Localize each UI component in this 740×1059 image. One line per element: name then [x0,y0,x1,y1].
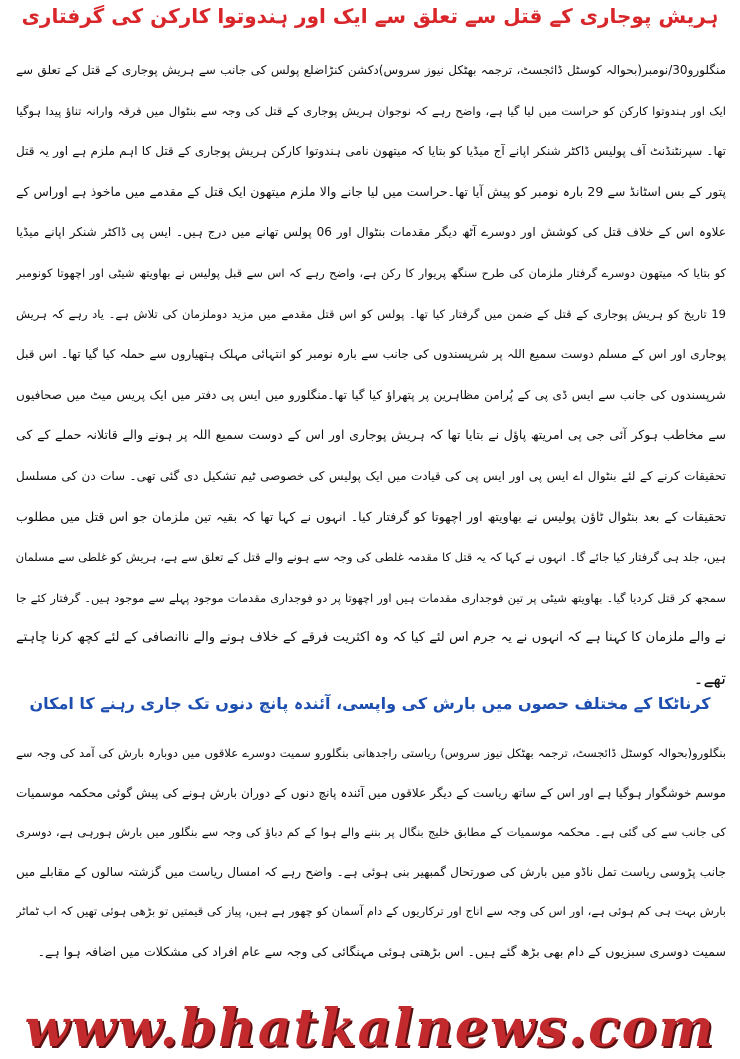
article-line: تھا۔ سپرنٹنڈنٹ آف پولیس ڈاکٹر شنکر اپانے آج میڈیا کو بتایا کہ میتھون نامی ہندوتوا کارکن ہریش پوجاری کے قتل کا اہم ملزم ہے اور یہ قتل [16,144,726,159]
article-line: کو بتایا کہ میتھون دوسرے گرفتار ملزمان کی طرح سنگھ پریوار کا رکن ہے، واضح رہے کہ اس سے قبل پولیس نے بھاویتھ شیٹی اور اچھوتا کونومبر [16,265,726,280]
article-line: پتور کے بس اسٹانڈ سے 29 بارہ نومبر کو پیش آیا تھا۔حراست میں لیا جانے والا ملزم میتھون ایک قتل کے مقدمے میں ماخوذ ہے اوراس کے [16,183,726,199]
article-line: جانب پڑوسی ریاست تمل ناڈو میں بارش کی صورتحال گمبھیر بنی ہوئی ہے۔ واضح رہے کہ امسال ریاست میں گزشتہ سالوں کے مقابلے میں [16,864,726,879]
site-watermark: www.bhatkalnews.com [24,998,716,1059]
article-line: موسم خوشگوار ہوگیا ہے اور اس کے ساتھ ریاست کے دیگر علاقوں میں آئندہ پانچ دنوں کے دوران بارش ہونے کی پیش گوئی محکمہ موسمیات [16,785,726,800]
article-line: 19 تاریخ کو ہریش پوجاری کے قتل کے ضمن میں گرفتار کیا تھا۔ پولس کو اس قتل مقدمے میں مزید دوملزمان کی تلاش ہے۔ یاد رہے کہ ہریش [16,306,726,321]
article-line: تحقیقات کرنے کے لئے بنٹوال اے ایس پی اور ایس پی کی قیادت میں ایک پولیس کی خصوصی ٹیم تشکیل دی گئی تھی۔ سات دن کی مسلسل [16,468,726,483]
article-line: سمجھ کر قتل کردیا گیا۔ بھاویتھ شیٹی پر تین فوجداری مقدمات ہیں اور اچھوتا پر دو فوجداری مقدمات موجود پہلے سے موجود ہیں۔ گرفتار کئے جا [16,590,726,605]
article-line: سمیت دوسری سبزیوں کے دام بھی بڑھ گئے ہیں۔ اس بڑھتی ہوئی مہنگائی کی وجہ سے عام افراد کی مشکلات میں اضافہ ہوا ہے۔ [37,943,726,959]
article-line: کی جانب سے کی گئی ہے۔ محکمہ موسمیات کے مطابق خلیج بنگال پر بننے والے ہوا کے کم دباؤ کی وجہ سے بنگلور میں بارش ہورہی ہے، دوسری [16,825,726,839]
article-body [16,50,726,700]
article-line: بنگلورو(بحوالہ کوسٹل ڈائجسٹ، ترجمہ بھٹکل نیوز سروس) ریاستی راجدھانی بنگلورو سمیت دوسرے علاقوں میں دوبارہ بارش کی آمد کی وجہ سے [16,746,726,760]
article-line: نے والے ملزمان کا کہنا ہے کہ انہوں نے یہ جرم اس لئے کیا کہ وہ اکثریت فرقے کے خلاف ہونے والے ناانصافی کے لئے کچھ کرنا چاہتے [16,630,726,646]
article-line: علاوہ اس کے خلاف قتل کی کوشش اور دوسرے آٹھ دیگر مقدمات بنٹوال اور 06 پولس تھانے میں درج ہیں۔ ایس پی ڈاکٹر شنکر اپانے میڈیا [16,225,726,240]
article-body [16,734,726,971]
article-line: شرپسندوں کی جانب سے ایس ڈی پی کے پُرامن مظاہرین پر پتھراؤ کیا گیا تھا۔منگلورو میں ایس پی دفتر میں ایک پریس میٹ میں صحافیوں [16,387,726,402]
article-line: پوجاری اور اس کے مسلم دوست سمیع اللہ پر شرپسندوں کی جانب سے بارہ نومبر کو انتہائی مہلک ہتھیاروں سے حملہ کیا گیا تھا۔ اس قبل [16,347,726,362]
article-headline: ہریش پوجاری کے قتل سے تعلق سے ایک اور ہندوتوا کارکن کی گرفتاری [21,4,719,28]
article-line: ایک اور ہندوتوا کارکن کو حراست میں لیا گیا ہے، واضح رہے کہ نوجوان ہریش پوجاری کے قتل کی وجہ سے بنٹوال میں فرقہ وارانہ تناؤ پیدا ہوگیا [16,103,726,118]
article-line: منگلورو30/نومبر(بحوالہ کوسٹل ڈائجسٹ، ترجمہ بھٹکل نیوز سروس)دکشن کنڑاضلع پولس کی جانب سے ہریش پوجاری کے قتل کے تعلق سے [16,63,726,77]
article-headline: کرناٹکا کے مختلف حصوں میں بارش کی واپسی، آئندہ پانچ دنوں تک جاری رہنے کا امکان [29,694,711,713]
article-line: تحقیقات کے بعد بنٹوال ٹاؤن پولیس نے بھاویتھ اور اچھوتا کو گرفتار کیا۔ انہوں نے کہا تھا کہ بقیہ تین ملزمان جو اس قتل میں مطلوب [16,508,726,524]
article-line: تھے۔ [693,668,726,689]
article-line: سے مخاطب ہوکر آئی جی پی امریتھ پاؤل نے بتایا تھا کہ ہریش پوجاری اور اس کے دوست سمیع اللہ پر ہونے والے قاتلانہ حملے کے کی [16,427,726,443]
article-line: بارش بہت ہی کم ہوئی ہے، اور اس کی وجہ سے اناج اور ترکاریوں کے دام آسمان کو چھور ہے ہیں، پیاز کی قیمتیں تو بڑھی ہوئی تھیں کہ اب ٹماٹر [16,904,726,918]
article-line: ہیں، جلد ہی گرفتار کیا جائے گا۔ انہوں نے کہا کہ یہ قتل کا مقدمہ غلطی کی وجہ سے ہونے والے قتل کے تعلق سے ہے، ہریش کو غلطی سے مسلمان [16,550,726,565]
